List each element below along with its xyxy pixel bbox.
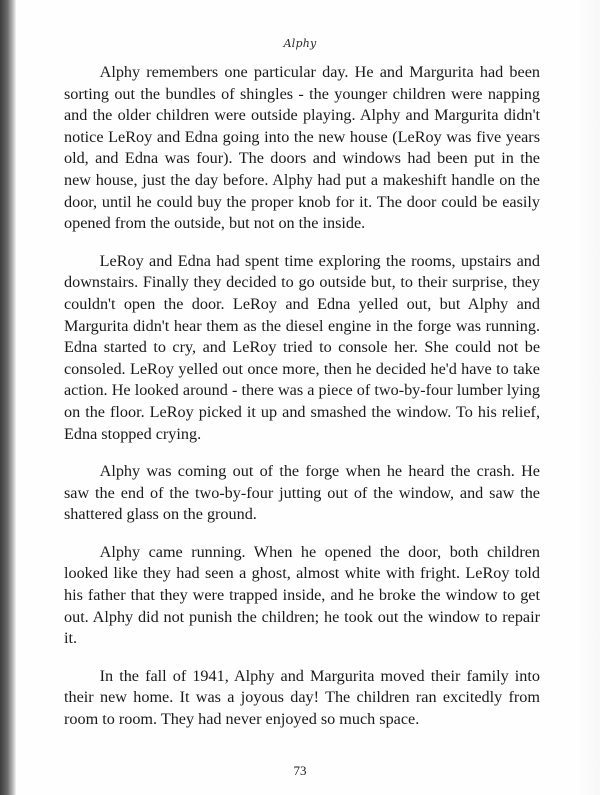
paragraph-5: In the fall of 1941, Alphy and Margurita moved their family into their new home. It was a joyous day! The children ran excitedly from room to room. They had never enjoyed so much space. xyxy=(64,666,540,729)
paragraph-2: LeRoy and Edna had spent time exploring the rooms, upstairs and downstairs. Finally they decided to go outside but, to their surprise, they couldn't open the door. LeRoy and Edna yelled out, but Alphy and Margurita didn't hear them as the diesel engine in the forge was running. Edna started to cry, and LeRoy tried to console her. She could not be consoled. LeRoy yelled out once more, then he decided he'd have to take action. He looked around - there was a piece of two-by-four lumber lying on the floor. LeRoy picked it up and smashed the window. To his relief, Edna stopped crying. xyxy=(64,251,540,443)
paragraph-1: Alphy remembers one particular day. He and Margurita had been sorting out the bundles of shingles - the younger children were napping and the older children were outside playing. Alphy and Margurita didn't notice LeRoy and Edna going into the new house (LeRoy was five years old, and Edna was four). The doors and windows had been put in the new house, just the day before. Alphy had put a makeshift handle on the door, until he could buy the proper knob for it. The door could be easily opened from the outside, but not on the inside. xyxy=(64,63,540,233)
paragraph-3: Alphy was coming out of the forge when he heard the crash. He saw the end of the two-by-four jutting out of the window, and saw the shattered glass on the ground. xyxy=(64,462,540,524)
binding-shadow xyxy=(0,0,16,795)
paragraph-4: Alphy came running. When he opened the door, both children looked like they had seen a ghost, almost white with fright. LeRoy told his father that they were trapped inside, and he broke the window to get out. Alphy did not punish the children; he took out the window to repair it. xyxy=(64,542,540,648)
page-number: 73 xyxy=(293,763,307,778)
running-header: Alphy xyxy=(283,37,317,50)
body-text xyxy=(64,62,540,747)
page-edge xyxy=(578,0,600,795)
